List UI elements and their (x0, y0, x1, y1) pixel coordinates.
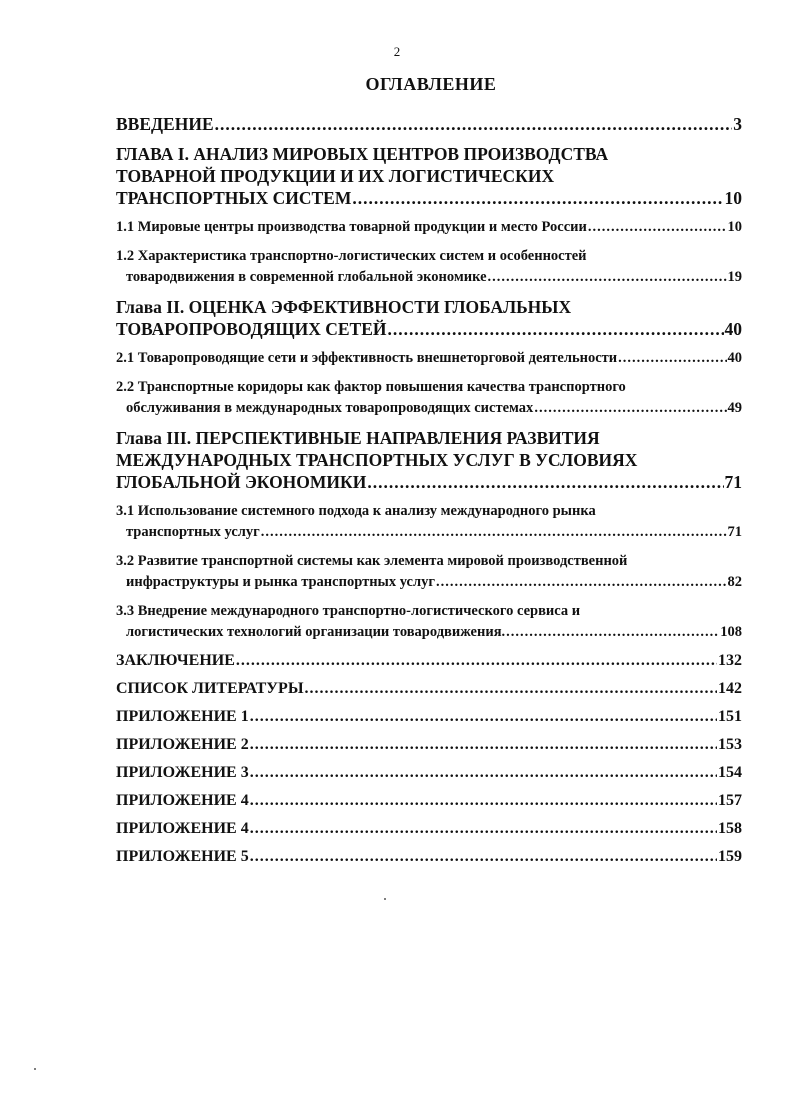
leader-dots (250, 707, 717, 727)
toc-entry-page: 153 (718, 736, 742, 753)
page-number: 2 (393, 44, 401, 59)
toc-entry-page: 154 (718, 764, 742, 781)
scan-speck (34, 1068, 36, 1070)
leader-dots (534, 398, 726, 419)
toc-entry-page: 157 (718, 792, 742, 809)
toc-entry-bibliography[interactable] (116, 679, 742, 699)
toc-entry-page: 10 (724, 188, 742, 208)
toc-entry-page: 108 (720, 624, 742, 640)
leader-dots (250, 791, 717, 811)
toc-entry-introduction[interactable] (116, 113, 742, 135)
toc-entry-page: 19 (727, 269, 742, 285)
leader-dots (215, 113, 733, 135)
toc-entry-title-cont: ТОВАРНОЙ ПРОДУКЦИИ И ИХ ЛОГИСТИЧЕСКИХ (116, 166, 555, 186)
leader-dots (261, 522, 727, 543)
toc-entry-title: 3.3 Внедрение международного транспортно-логистического сервиса и (116, 603, 581, 619)
page-title: ОГЛАВЛЕНИЕ (365, 74, 497, 94)
toc-entry-title: ПРИЛОЖЕНИЕ 4 (116, 820, 249, 837)
toc-entry-page: 49 (727, 400, 742, 416)
toc-entry-title: 1.1 Мировые центры производства товарной продукции и место России (116, 219, 587, 235)
leader-dots (436, 572, 727, 593)
table-of-contents (116, 113, 742, 867)
toc-entry-title: 3.1 Использование системного подхода к анализу международного рынка (116, 503, 596, 519)
toc-entry-title: ЗАКЛЮЧЕНИЕ (116, 652, 235, 669)
toc-entry-page: 3 (733, 114, 742, 134)
toc-entry-section-3-3[interactable] (116, 601, 742, 643)
leader-dots (618, 348, 726, 369)
toc-entry-section-2-2[interactable] (116, 377, 742, 419)
toc-entry-section-1-1[interactable] (116, 217, 742, 238)
toc-entry-title-cont: ТРАНСПОРТНЫХ СИСТЕМ (116, 188, 352, 208)
toc-entry-title: 3.2 Развитие транспортной системы как элемента мировой производственной (116, 553, 628, 569)
toc-entry-page: 40 (727, 350, 742, 366)
leader-dots (250, 763, 717, 783)
toc-entry-section-1-2[interactable] (116, 246, 742, 288)
toc-entry-conclusion[interactable] (116, 651, 742, 671)
toc-entry-title-cont: обслуживания в международных товаропроводящих системах (126, 400, 534, 416)
toc-entry-appendix[interactable] (116, 791, 742, 811)
toc-entry-section-2-1[interactable] (116, 348, 742, 369)
leader-dots (506, 622, 719, 643)
toc-entry-title: ПРИЛОЖЕНИЕ 5 (116, 848, 249, 865)
toc-entry-page: 142 (718, 680, 742, 697)
toc-entry-chapter-2[interactable] (116, 296, 742, 340)
leader-dots (352, 187, 723, 209)
toc-entry-page: 158 (718, 820, 742, 837)
toc-entry-title: СПИСОК ЛИТЕРАТУРЫ (116, 680, 304, 697)
toc-entry-appendix[interactable] (116, 763, 742, 783)
leader-dots (250, 847, 717, 867)
toc-entry-appendix[interactable] (116, 707, 742, 727)
leader-dots (367, 471, 723, 493)
leader-dots (488, 267, 727, 288)
toc-entry-title: ПРИЛОЖЕНИЕ 1 (116, 708, 249, 725)
leader-dots (236, 651, 717, 671)
toc-entry-appendix[interactable] (116, 847, 742, 867)
toc-entry-section-3-1[interactable] (116, 501, 742, 543)
toc-entry-title-cont: ТОВАРОПРОВОДЯЩИХ СЕТЕЙ (116, 319, 387, 339)
toc-entry-title-cont: МЕЖДУНАРОДНЫХ ТРАНСПОРТНЫХ УСЛУГ В УСЛОВИЯХ (116, 450, 638, 470)
toc-entry-title: ПРИЛОЖЕНИЕ 4 (116, 792, 249, 809)
leader-dots (588, 217, 727, 238)
toc-entry-page: 40 (724, 319, 742, 339)
toc-entry-title: 2.2 Транспортные коридоры как фактор повышения качества транспортного (116, 379, 626, 395)
toc-entry-page: 71 (724, 472, 742, 492)
toc-entry-title: 1.2 Характеристика транспортно-логистических систем и особенностей (116, 248, 587, 264)
leader-dots (305, 679, 717, 699)
toc-entry-title: ВВЕДЕНИЕ (116, 114, 214, 134)
toc-entry-title: Глава III. ПЕРСПЕКТИВНЫЕ НАПРАВЛЕНИЯ РАЗВИТИЯ (116, 428, 600, 448)
toc-entry-title: ПРИЛОЖЕНИЕ 2 (116, 736, 249, 753)
toc-entry-title-cont: ГЛОБАЛЬНОЙ ЭКОНОМИКИ (116, 472, 367, 492)
toc-entry-page: 159 (718, 848, 742, 865)
toc-entry-section-3-2[interactable] (116, 551, 742, 593)
toc-entry-title: ПРИЛОЖЕНИЕ 3 (116, 764, 249, 781)
toc-entry-title-cont: инфраструктуры и рынка транспортных услуг (126, 574, 435, 590)
toc-entry-title-cont: транспортных услуг (126, 524, 260, 540)
toc-entry-title: ГЛАВА I. АНАЛИЗ МИРОВЫХ ЦЕНТРОВ ПРОИЗВОДСТВА (116, 144, 609, 164)
toc-entry-page: 132 (718, 652, 742, 669)
toc-entry-title: Глава II. ОЦЕНКА ЭФФЕКТИВНОСТИ ГЛОБАЛЬНЫХ (116, 297, 572, 317)
toc-entry-title: 2.1 Товаропроводящие сети и эффективность внешнеторговой деятельности (116, 350, 618, 366)
leader-dots (250, 819, 717, 839)
toc-entry-chapter-1[interactable] (116, 143, 742, 209)
toc-entry-page: 151 (718, 708, 742, 725)
toc-entry-page: 82 (727, 574, 742, 590)
leader-dots (250, 735, 717, 755)
toc-entry-appendix[interactable] (116, 735, 742, 755)
scan-speck (384, 898, 386, 900)
toc-entry-page: 10 (727, 219, 742, 235)
toc-entry-title-cont: товародвижения в современной глобальной экономике (126, 269, 487, 285)
toc-entry-chapter-3[interactable] (116, 427, 742, 493)
toc-entry-appendix[interactable] (116, 819, 742, 839)
toc-entry-page: 71 (727, 524, 742, 540)
leader-dots (387, 318, 723, 340)
toc-entry-title-cont: логистических технологий организации товародвижения. (126, 624, 506, 640)
